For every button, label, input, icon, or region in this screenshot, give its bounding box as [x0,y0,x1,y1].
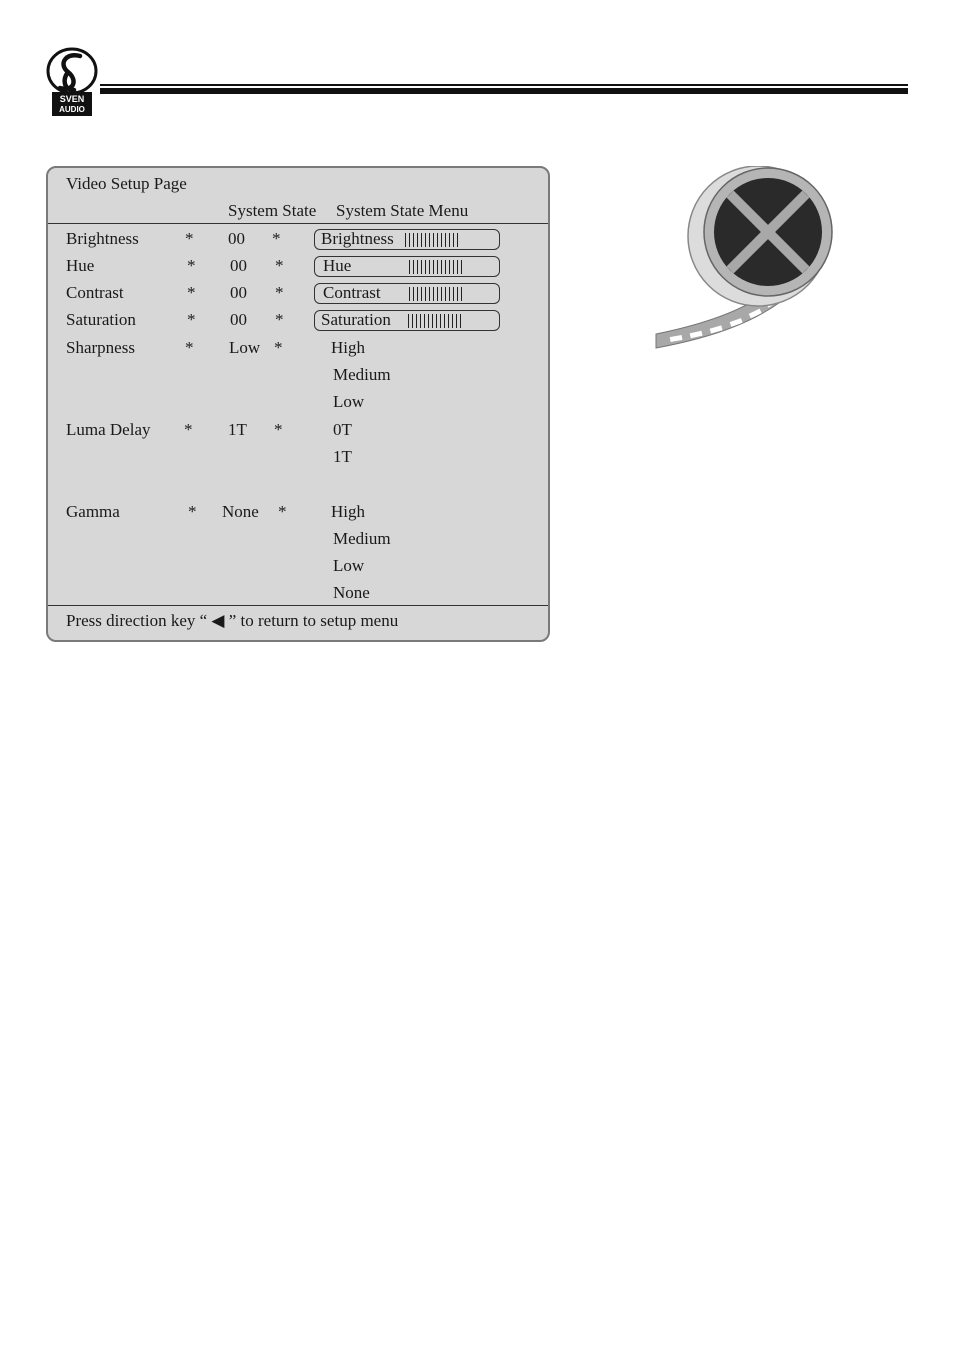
logo-text-bottom: AUDIO [59,105,85,114]
hue-slider[interactable] [314,256,500,277]
row-star-right: * [278,502,287,521]
brightness-slider[interactable] [314,229,500,250]
row-label-hue: Hue [66,256,95,275]
row-star-left: * [188,502,197,521]
row-star-right: * [275,283,284,302]
row-star-left: * [185,338,194,357]
sven-audio-logo [44,46,100,118]
row-star-left: * [185,229,194,248]
row-star-right: * [275,310,284,329]
footer-instruction: Press direction key “ ◀ ” to return to setup menu [66,611,399,630]
footer-divider [48,605,548,606]
col-system-state-menu: System State Menu [336,201,469,220]
row-star-left: * [187,256,196,275]
row-label-contrast: Contrast [66,283,124,302]
panel-title: Video Setup Page [66,174,187,193]
row-star-right: * [274,420,283,439]
film-reel-icon [650,166,840,356]
menu-option-gamma-high[interactable]: High [331,502,365,521]
row-value-gamma: None [222,502,259,521]
menu-option-sharpness-medium[interactable]: Medium [333,365,391,384]
row-label-luma-delay: Luma Delay [66,420,151,439]
row-star-left: * [184,420,193,439]
row-label-gamma: Gamma [66,502,120,521]
contrast-slider[interactable] [314,283,500,304]
row-label-brightness: Brightness [66,229,139,248]
row-star-right: * [272,229,281,248]
header-rule [100,84,908,96]
row-star-left: * [187,310,196,329]
row-value-sharpness: Low [229,338,261,357]
row-value-saturation: 00 [230,310,247,329]
row-star-left: * [187,283,196,302]
slider-label: Brightness [321,229,394,248]
menu-option-gamma-none[interactable]: None [333,583,370,602]
menu-option-luma-1t[interactable]: 1T [333,447,352,466]
slider-ticks [405,233,460,247]
row-label-sharpness: Sharpness [66,338,135,357]
menu-option-sharpness-low[interactable]: Low [333,392,365,411]
saturation-slider[interactable] [314,310,500,331]
col-system-state: System State [228,201,317,220]
row-star-right: * [274,338,283,357]
video-setup-panel [46,166,550,642]
slider-ticks [408,314,463,328]
slider-label: Contrast [323,283,381,302]
row-value-brightness: 00 [228,229,245,248]
row-value-luma-delay: 1T [228,420,247,439]
menu-option-sharpness-high[interactable]: High [331,338,365,357]
menu-option-gamma-low[interactable]: Low [333,556,365,575]
slider-ticks [409,260,464,274]
row-value-hue: 00 [230,256,247,275]
slider-label: Saturation [321,310,391,329]
slider-ticks [409,287,464,301]
logo-text-top: SVEN [59,94,85,104]
row-star-right: * [275,256,284,275]
menu-option-luma-0t[interactable]: 0T [333,420,352,439]
slider-label: Hue [323,256,352,275]
header-divider [48,223,548,224]
menu-option-gamma-medium[interactable]: Medium [333,529,391,548]
row-label-saturation: Saturation [66,310,136,329]
row-value-contrast: 00 [230,283,247,302]
